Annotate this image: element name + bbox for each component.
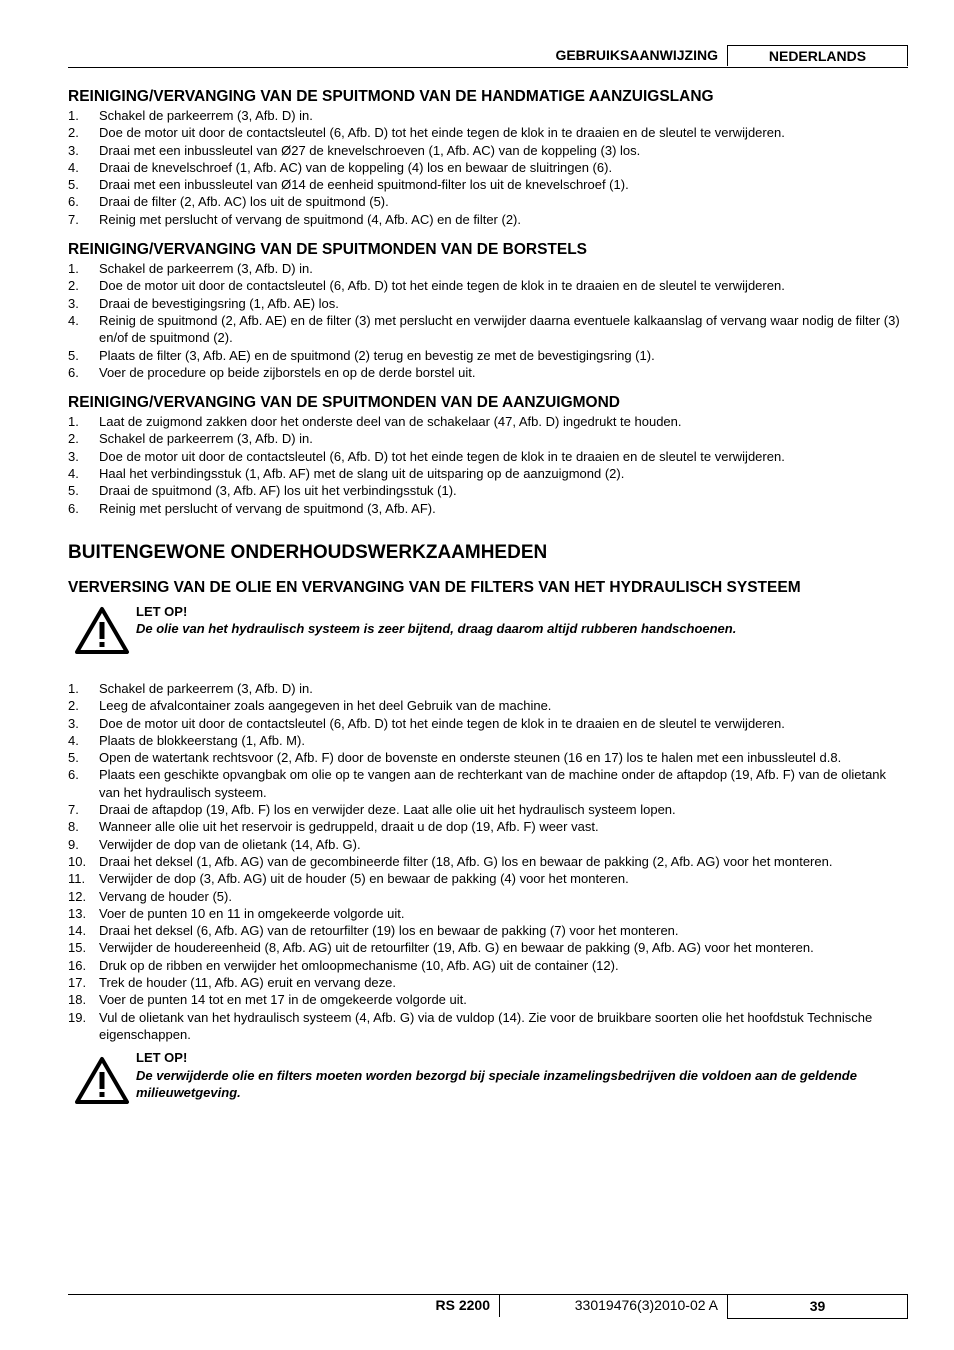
warning-box	[68, 603, 908, 660]
step-item	[68, 295, 908, 312]
section-title: REINIGING/VERVANGING VAN DE SPUITMOND VAN DE HANDMATIGE AANZUIGSLANG	[68, 88, 714, 105]
header-language: NEDERLANDS	[727, 45, 908, 66]
step-item	[68, 818, 908, 835]
step-item	[68, 888, 908, 905]
step-number: 19.	[68, 1009, 87, 1025]
section-nozzle-squeegee	[68, 393, 908, 517]
step-text: Doe de motor uit door de contactsleutel (6, Afb. D) tot het einde tegen de klok in te draaien en de sleutel te verwijderen.	[99, 715, 785, 731]
main-heading: BUITENGEWONE ONDERHOUDSWERKZAAMHEDEN	[68, 541, 548, 563]
step-number: 1.	[68, 261, 79, 277]
step-number: 4.	[68, 732, 79, 748]
step-number: 2.	[68, 698, 79, 714]
step-text: Verwijder de houdereenheid (8, Afb. AG) uit de retourfilter (19, Afb. G) en bewaar de pakking (9, Afb. AG) voor het monteren.	[99, 940, 814, 956]
steps-list	[68, 413, 908, 517]
step-number: 11.	[68, 871, 86, 887]
step-number: 1.	[68, 680, 79, 696]
step-item	[68, 801, 908, 818]
step-number: 7.	[68, 211, 79, 227]
step-item	[68, 211, 908, 228]
steps-list	[68, 260, 908, 381]
step-item	[68, 715, 908, 732]
step-number: 4.	[68, 159, 79, 175]
step-number: 5.	[68, 177, 79, 193]
step-number: 6.	[68, 194, 79, 210]
step-item	[68, 905, 908, 922]
step-number: 5.	[68, 750, 79, 766]
step-text: Haal het verbindingsstuk (1, Afb. AF) met de slang uit de uitsparing op de aanzuigmond (2).	[99, 466, 625, 482]
step-text: Open de watertank rechtsvoor (2, Afb. F) door de bovenste en onderste steunen (16 en 17) los te halen met een inbussleutel d.8.	[99, 750, 842, 766]
step-number: 3.	[68, 715, 79, 731]
section-nozzle-hose	[68, 87, 908, 228]
step-text: Doe de motor uit door de contactsleutel (6, Afb. D) tot het einde tegen de klok in te draaien en de sleutel te verwijderen.	[99, 125, 785, 141]
steps-list	[68, 680, 908, 1043]
step-item	[68, 260, 908, 277]
step-item	[68, 176, 908, 193]
step-text: Schakel de parkeerrem (3, Afb. D) in.	[99, 431, 313, 447]
step-text: Vul de olietank van het hydraulisch systeem (4, Afb. G) via de vuldop (14). Zie voor de bruikbare soorten olie het hoofdstuk Technische eigenschappen.	[99, 1009, 873, 1042]
step-item	[68, 482, 908, 499]
step-text: Reinig met perslucht of vervang de spuitmond (4, Afb. AC) en de filter (2).	[99, 211, 521, 227]
step-item	[68, 957, 908, 974]
step-text: Plaats de blokkeerstang (1, Afb. M).	[99, 732, 305, 748]
section-title: VERVERSING VAN DE OLIE EN VERVANGING VAN DE FILTERS VAN HET HYDRAULISCH SYSTEEM	[68, 578, 801, 596]
step-text: Voer de punten 10 en 11 in omgekeerde volgorde uit.	[99, 905, 405, 921]
step-text: Druk op de ribben en verwijder het omloopmechanisme (10, Afb. AG) uit de container (12).	[99, 957, 619, 973]
step-item	[68, 465, 908, 482]
step-text: Trek de houder (11, Afb. AG) eruit en vervang deze.	[99, 974, 397, 990]
warning-box	[68, 1049, 908, 1110]
step-item	[68, 364, 908, 381]
step-item	[68, 159, 908, 176]
step-number: 3.	[68, 295, 79, 311]
step-item	[68, 732, 908, 749]
header-guide-title: GEBRUIKSAANWIJZING	[555, 47, 718, 63]
step-number: 3.	[68, 142, 79, 158]
step-item	[68, 347, 908, 364]
step-item	[68, 836, 908, 853]
step-text: Verwijder de dop van de olietank (14, Afb. G).	[99, 836, 361, 852]
step-number: 1.	[68, 414, 79, 430]
step-text: Leeg de afvalcontainer zoals aangegeven in het deel Gebruik van de machine.	[99, 698, 552, 714]
step-number: 14.	[68, 923, 87, 939]
step-number: 4.	[68, 466, 79, 482]
step-text: Plaats een geschikte opvangbak om olie op te vangen aan de rechterkant van de machine onder de aftapdop (19, Afb. F) van de olietank van het hydraulisch systeem.	[99, 767, 887, 800]
step-text: Draai de aftapdop (19, Afb. F) los en verwijder deze. Laat alle olie uit het hydraulisch systeem lopen.	[99, 802, 676, 818]
step-text: Wanneer alle olie uit het reservoir is gedruppeld, draait u de dop (19, Afb. F) weer vast.	[99, 819, 599, 835]
step-text: Draai de knevelschroef (1, Afb. AC) van de koppeling (4) los en bewaar de sluitringen (6).	[99, 159, 613, 175]
step-number: 5.	[68, 483, 79, 499]
step-item	[68, 142, 908, 159]
step-item	[68, 974, 908, 991]
step-item	[68, 922, 908, 939]
step-number: 2.	[68, 431, 79, 447]
step-text: Draai de spuitmond (3, Afb. AF) los uit het verbindingsstuk (1).	[99, 483, 457, 499]
step-text: Draai het deksel (1, Afb. AG) van de gecombineerde filter (18, Afb. G) los en bewaar de pakking (2, Afb. AG) voor het monteren.	[99, 853, 833, 869]
step-number: 12.	[68, 888, 87, 904]
step-item	[68, 312, 908, 347]
step-number: 3.	[68, 448, 79, 464]
step-item	[68, 107, 908, 124]
step-text: Schakel de parkeerrem (3, Afb. D) in.	[99, 261, 313, 277]
step-item	[68, 500, 908, 517]
step-number: 10.	[68, 853, 87, 869]
step-item	[68, 413, 908, 430]
step-text: Draai de filter (2, Afb. AC) los uit de spuitmond (5).	[99, 194, 389, 210]
step-number: 6.	[68, 500, 79, 516]
step-item	[68, 853, 908, 870]
step-item	[68, 448, 908, 465]
step-text: Plaats de filter (3, Afb. AE) en de spuitmond (2) terug en bevestig ze met de bevestigingsring (1).	[99, 347, 655, 363]
step-text: Laat de zuigmond zakken door het onderste deel van de schakelaar (47, Afb. D) ingedrukt te houden.	[99, 414, 682, 430]
step-item	[68, 193, 908, 210]
step-number: 17.	[68, 974, 87, 990]
warning-label: LET OP!	[136, 1050, 188, 1066]
step-text: Draai het deksel (6, Afb. AG) van de retourfilter (19) los en bewaar de pakking (7) voor het monteren.	[99, 923, 679, 939]
step-item	[68, 697, 908, 714]
step-text: Vervang de houder (5).	[99, 888, 232, 904]
step-number: 4.	[68, 312, 79, 328]
warning-label: LET OP!	[136, 603, 188, 619]
step-number: 2.	[68, 278, 79, 294]
step-number: 15.	[68, 940, 87, 956]
step-item	[68, 991, 908, 1008]
step-number: 18.	[68, 992, 87, 1008]
step-number: 5.	[68, 347, 79, 363]
step-number: 2.	[68, 125, 79, 141]
step-text: Schakel de parkeerrem (3, Afb. D) in.	[99, 680, 313, 696]
step-item	[68, 430, 908, 447]
step-item	[68, 766, 908, 801]
step-text: Voer de procedure op beide zijborstels en op de derde borstel uit.	[99, 364, 476, 380]
section-nozzle-brushes	[68, 240, 908, 381]
page-content	[68, 87, 908, 1110]
section-oil-change	[68, 578, 908, 1110]
warning-triangle-icon	[74, 1055, 136, 1110]
step-number: 16.	[68, 957, 87, 973]
step-number: 7.	[68, 802, 79, 818]
step-text: Doe de motor uit door de contactsleutel (6, Afb. D) tot het einde tegen de klok in te draaien en de sleutel te verwijderen.	[99, 448, 785, 464]
step-number: 1.	[68, 108, 79, 123]
step-item	[68, 939, 908, 956]
step-text: Draai de bevestigingsring (1, Afb. AE) los.	[99, 295, 339, 311]
page-footer	[68, 1294, 908, 1319]
step-text: Reinig de spuitmond (2, Afb. AE) en de filter (3) met perslucht en verwijder daarna eventuele kalkaanslag of vervang waar nodig de filter (3) en/of de spuitmond (2).	[99, 312, 900, 346]
footer-page-number: 39	[727, 1295, 908, 1319]
step-number: 6.	[68, 767, 79, 783]
section-title: REINIGING/VERVANGING VAN DE SPUITMONDEN VAN DE AANZUIGMOND	[68, 394, 621, 412]
step-number: 6.	[68, 364, 79, 380]
step-number: 9.	[68, 836, 79, 852]
step-text: Draai met een inbussleutel van Ø27 de knevelschroeven (1, Afb. AC) van de koppeling (3) los.	[99, 142, 641, 158]
section-title: REINIGING/VERVANGING VAN DE SPUITMONDEN VAN DE BORSTELS	[68, 241, 588, 259]
footer-document-code: 33019476(3)2010-02 A	[574, 1297, 718, 1313]
footer-model: RS 2200	[435, 1297, 490, 1313]
step-item	[68, 124, 908, 141]
step-text: Reinig met perslucht of vervang de spuitmond (3, Afb. AF).	[99, 500, 436, 516]
page-header	[68, 45, 908, 68]
steps-list	[68, 107, 908, 228]
step-number: 13.	[68, 905, 87, 921]
footer-divider	[499, 1295, 500, 1317]
step-item	[68, 749, 908, 766]
step-text: Voer de punten 14 tot en met 17 in de omgekeerde volgorde uit.	[99, 992, 467, 1008]
step-text: Doe de motor uit door de contactsleutel (6, Afb. D) tot het einde tegen de klok in te draaien en de sleutel te verwijderen.	[99, 278, 785, 294]
step-item	[68, 1009, 908, 1044]
step-item	[68, 277, 908, 294]
step-text: Draai met een inbussleutel van Ø14 de eenheid spuitmond-filter los uit de knevelschroef (1).	[99, 177, 629, 193]
step-text: Schakel de parkeerrem (3, Afb. D) in.	[99, 108, 313, 123]
warning-text: De verwijderde olie en filters moeten worden bezorgd bij speciale inzamelingsbedrijven die voldoen aan de geldende milieuwetgeving.	[136, 1067, 857, 1101]
warning-text: De olie van het hydraulisch systeem is zeer bijtend, draag daarom altijd rubberen handschoenen.	[136, 621, 737, 637]
step-item	[68, 870, 908, 887]
step-text: Verwijder de dop (3, Afb. AG) uit de houder (5) en bewaar de pakking (4) voor het monteren.	[99, 871, 629, 887]
step-number: 8.	[68, 819, 79, 835]
step-item	[68, 680, 908, 697]
warning-triangle-icon	[74, 605, 136, 660]
